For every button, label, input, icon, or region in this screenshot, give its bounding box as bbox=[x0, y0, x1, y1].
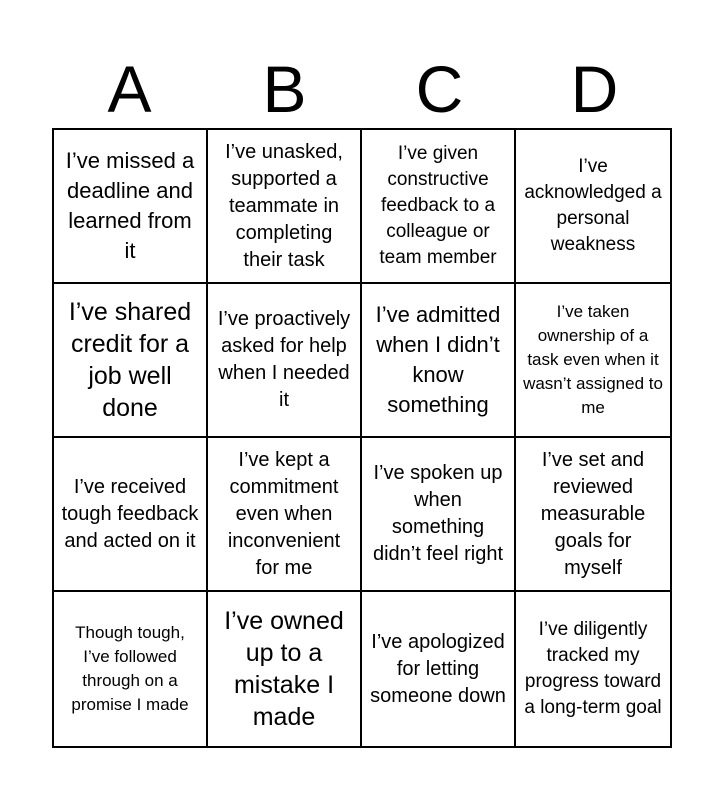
bingo-cell-text: I’ve proactively asked for help when I needed it bbox=[217, 308, 351, 411]
bingo-header bbox=[52, 50, 672, 128]
bingo-cell-text: I’ve diligently tracked my progress toward a long-term goal bbox=[524, 619, 662, 718]
column-letter-b: B bbox=[262, 52, 307, 126]
bingo-cell-d2[interactable] bbox=[516, 284, 670, 438]
bingo-cell-d1[interactable] bbox=[516, 130, 670, 284]
bingo-cell-text: I’ve given constructive feedback to a colleague or team member bbox=[379, 143, 497, 268]
bingo-cell-c4[interactable] bbox=[362, 592, 516, 746]
bingo-cell-d3[interactable] bbox=[516, 438, 670, 592]
bingo-cell-text: I’ve received tough feedback and acted on it bbox=[61, 475, 199, 552]
bingo-cell-a2[interactable] bbox=[54, 284, 208, 438]
bingo-cell-c1[interactable] bbox=[362, 130, 516, 284]
bingo-cell-c3[interactable] bbox=[362, 438, 516, 592]
bingo-cell-text: I’ve acknowledged a personal weakness bbox=[524, 156, 662, 255]
bingo-cell-b1[interactable] bbox=[208, 130, 362, 284]
bingo-cell-c2[interactable] bbox=[362, 284, 516, 438]
bingo-cell-text: Though tough, I’ve followed through on a promise I made bbox=[71, 623, 189, 714]
bingo-cell-text: I’ve set and reviewed measurable goals for myself bbox=[540, 448, 646, 579]
bingo-cell-text: I’ve spoken up when something didn’t feel right bbox=[372, 462, 504, 565]
bingo-cell-a3[interactable] bbox=[54, 438, 208, 592]
bingo-cell-text: I’ve unasked, supported a teammate in completing their task bbox=[225, 140, 343, 271]
bingo-cell-d4[interactable] bbox=[516, 592, 670, 746]
bingo-cell-text: I’ve owned up to a mistake I made bbox=[224, 607, 344, 731]
bingo-cell-b3[interactable] bbox=[208, 438, 362, 592]
column-letter-c: C bbox=[415, 52, 464, 126]
bingo-cell-b2[interactable] bbox=[208, 284, 362, 438]
column-letter-a: A bbox=[107, 52, 152, 126]
bingo-cell-a4[interactable] bbox=[54, 592, 208, 746]
bingo-board bbox=[52, 128, 672, 748]
bingo-cell-text: I’ve apologized for letting someone down bbox=[370, 630, 506, 707]
bingo-cell-text: I’ve kept a commitment even when inconvenient for me bbox=[227, 448, 341, 579]
bingo-cell-b4[interactable] bbox=[208, 592, 362, 746]
bingo-cell-a1[interactable] bbox=[54, 130, 208, 284]
bingo-cell-text: I’ve admitted when I didn’t know something bbox=[375, 302, 501, 417]
bingo-cell-text: I’ve shared credit for a job well done bbox=[68, 298, 192, 422]
bingo-cell-text: I’ve taken ownership of a task even when it wasn’t assigned to me bbox=[523, 302, 663, 417]
bingo-cell-text: I’ve missed a deadline and learned from it bbox=[65, 148, 195, 263]
column-letter-d: D bbox=[570, 52, 619, 126]
